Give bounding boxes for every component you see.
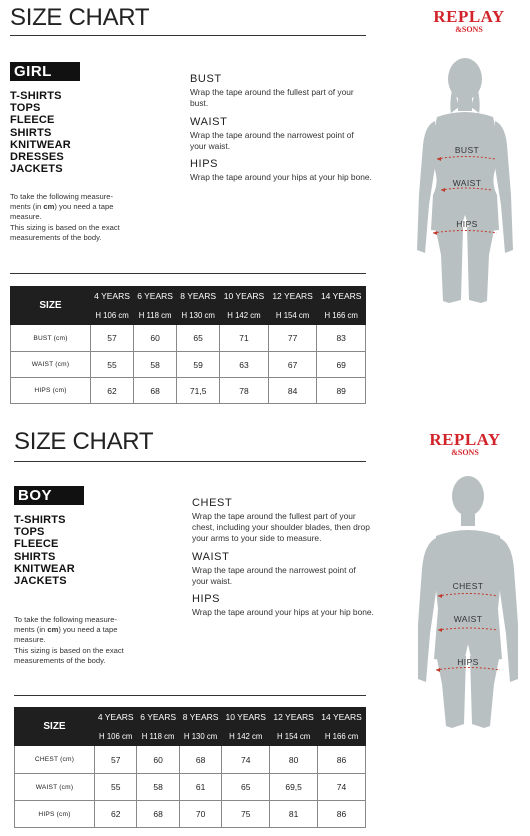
table-cell: 78 (220, 378, 269, 404)
boy-waist-heading: WAIST (192, 551, 230, 563)
girl-badge: GIRL (10, 62, 80, 81)
row-label: HIPS (cm) (15, 801, 95, 828)
boy-category-list (14, 514, 75, 587)
row-label: CHEST (cm) (15, 746, 95, 774)
table-cell: 74 (222, 746, 270, 774)
boy-measure-note (14, 615, 144, 666)
note-text: ments (in (14, 625, 48, 635)
boy-badge: BOY (14, 486, 84, 505)
table-row (15, 801, 366, 828)
boy-title-rule (14, 461, 366, 462)
girl-waist-description: Wrap the tape around the narrowest point of your waist. (190, 130, 354, 151)
table-cell: 86 (318, 746, 366, 774)
age-header: 12 YEARS (268, 287, 317, 306)
age-header: 4 YEARS (91, 287, 134, 306)
height-header: H 142 cm (222, 727, 270, 746)
table-cell: 71 (220, 325, 269, 352)
table-cell: 83 (317, 325, 366, 352)
note-text: measure. (14, 635, 46, 645)
note-text: This sizing is based on the exact (14, 645, 124, 655)
boy-table-rule (14, 695, 366, 696)
table-cell: 68 (137, 801, 179, 828)
table-cell: 71,5 (177, 378, 220, 404)
girl-bust-heading: BUST (190, 73, 222, 85)
table-cell: 75 (222, 801, 270, 828)
note-text: ) you need a tape (58, 625, 118, 635)
table-row (15, 774, 366, 801)
table-cell: 61 (179, 774, 221, 801)
row-label: WAIST (cm) (15, 774, 95, 801)
table-cell: 63 (220, 352, 269, 378)
category-item: JACKETS (14, 575, 67, 588)
boy-waist-description: Wrap the tape around the narrowest point of your waist. (192, 565, 356, 586)
table-cell: 65 (222, 774, 270, 801)
table-cell: 62 (95, 801, 137, 828)
girl-replay-logo (425, 8, 513, 34)
height-header: H 106 cm (95, 727, 137, 746)
table-cell: 58 (137, 774, 179, 801)
girl-figure-label-bust: BUST (454, 145, 480, 155)
height-header: H 154 cm (270, 727, 318, 746)
boy-silhouette (408, 474, 530, 732)
table-cell: 68 (179, 746, 221, 774)
girl-title-rule (10, 35, 366, 36)
category-item: SHIRTS (14, 550, 56, 563)
table-cell: 69 (317, 352, 366, 378)
table-cell: 55 (95, 774, 137, 801)
category-item: FLEECE (14, 538, 59, 551)
height-header: H 106 cm (91, 306, 134, 325)
table-cell: 55 (91, 352, 134, 378)
table-cell: 58 (134, 352, 177, 378)
boy-replay-logo (420, 431, 510, 457)
row-label: WAIST (cm) (11, 352, 91, 378)
age-header: 4 YEARS (95, 708, 137, 727)
table-cell: 86 (318, 801, 366, 828)
logo-sub-text: &SONS (455, 25, 483, 34)
logo-brand-text: REPLAY (433, 7, 505, 26)
height-header: H 166 cm (318, 727, 366, 746)
note-text: measurements of the body. (14, 655, 106, 665)
girl-table-rule (10, 273, 366, 274)
category-item: FLEECE (10, 114, 55, 127)
note-unit: cm (47, 625, 59, 635)
height-header: H 118 cm (137, 727, 179, 746)
boy-figure-label-chest: CHEST (452, 581, 484, 591)
note-text: To take the following measure- (10, 192, 113, 201)
logo-sub-text: &SONS (451, 448, 479, 457)
table-row (15, 746, 366, 774)
row-label: HIPS (cm) (11, 378, 91, 404)
note-text: This sizing is based on the exact (10, 222, 120, 232)
table-cell: 57 (91, 325, 134, 352)
category-item: DRESSES (10, 151, 64, 164)
category-item: KNITWEAR (14, 562, 75, 575)
table-cell: 68 (134, 378, 177, 404)
girl-hips-heading: HIPS (190, 158, 219, 170)
boy-chest-heading: CHEST (192, 497, 233, 509)
age-header: 10 YEARS (222, 708, 270, 727)
girl-measure-note (10, 192, 140, 243)
table-row (11, 378, 366, 404)
table-cell: 65 (177, 325, 220, 352)
boy-hips-description: Wrap the tape around your hips at your hip bone. (192, 607, 374, 617)
category-item: TOPS (14, 526, 45, 539)
height-header: H 118 cm (134, 306, 177, 325)
height-header: H 130 cm (179, 727, 221, 746)
logo-brand-text: REPLAY (429, 430, 501, 449)
table-cell: 60 (134, 325, 177, 352)
note-text: measure. (10, 212, 42, 222)
girl-category-list (10, 90, 71, 175)
table-cell: 80 (270, 746, 318, 774)
age-header: 14 YEARS (317, 287, 366, 306)
boy-chest-description: Wrap the tape around the fullest part of your chest, including your shoulder blades, then drop your arms to your side to measure. (192, 511, 370, 543)
girl-bust-description: Wrap the tape around the fullest part of your bust. (190, 87, 354, 108)
age-header: 8 YEARS (177, 287, 220, 306)
category-item: T-SHIRTS (10, 90, 62, 102)
age-header: 10 YEARS (220, 287, 269, 306)
girl-figure-label-waist: WAIST (452, 178, 482, 188)
girl-size-table (10, 286, 366, 404)
row-label: BUST (cm) (11, 325, 91, 352)
table-cell: 84 (268, 378, 317, 404)
boy-figure-label-hips: HIPS (457, 657, 479, 667)
table-cell: 74 (318, 774, 366, 801)
age-header: 6 YEARS (134, 287, 177, 306)
note-text: To take the following measure- (14, 615, 117, 624)
age-header: 6 YEARS (137, 708, 179, 727)
girl-silhouette (405, 55, 527, 310)
boy-size-table (14, 707, 366, 828)
age-header: 8 YEARS (179, 708, 221, 727)
table-cell: 62 (91, 378, 134, 404)
height-header: H 130 cm (177, 306, 220, 325)
table-cell: 57 (95, 746, 137, 774)
girl-size-chart-title: SIZE CHART (10, 4, 150, 31)
note-unit: cm (43, 202, 55, 212)
category-item: T-SHIRTS (14, 514, 66, 526)
table-cell: 70 (179, 801, 221, 828)
age-header: 12 YEARS (270, 708, 318, 727)
height-header: H 142 cm (220, 306, 269, 325)
note-text: ) you need a tape (54, 202, 114, 212)
category-item: SHIRTS (10, 126, 52, 139)
boy-hips-heading: HIPS (192, 593, 221, 605)
table-cell: 81 (270, 801, 318, 828)
category-item: TOPS (10, 102, 41, 115)
height-header: H 154 cm (268, 306, 317, 325)
table-cell: 67 (268, 352, 317, 378)
girl-hips-description: Wrap the tape around your hips at your hip bone. (190, 172, 372, 182)
note-text: ments (in (10, 202, 44, 212)
table-row (11, 325, 366, 352)
height-header: H 166 cm (317, 306, 366, 325)
boy-size-chart-title: SIZE CHART (14, 428, 154, 455)
table-cell: 69,5 (270, 774, 318, 801)
table-cell: 59 (177, 352, 220, 378)
category-item: KNITWEAR (10, 138, 71, 151)
table-cell: 77 (268, 325, 317, 352)
table-cell: 60 (137, 746, 179, 774)
table-row (11, 352, 366, 378)
note-text: measurements of the body. (10, 232, 102, 242)
category-item: JACKETS (10, 163, 63, 176)
size-header: SIZE (11, 287, 91, 325)
age-header: 14 YEARS (318, 708, 366, 727)
girl-waist-heading: WAIST (190, 116, 228, 128)
size-header: SIZE (15, 708, 95, 746)
girl-figure-label-hips: HIPS (456, 219, 478, 229)
boy-figure-label-waist: WAIST (453, 614, 483, 624)
table-cell: 89 (317, 378, 366, 404)
